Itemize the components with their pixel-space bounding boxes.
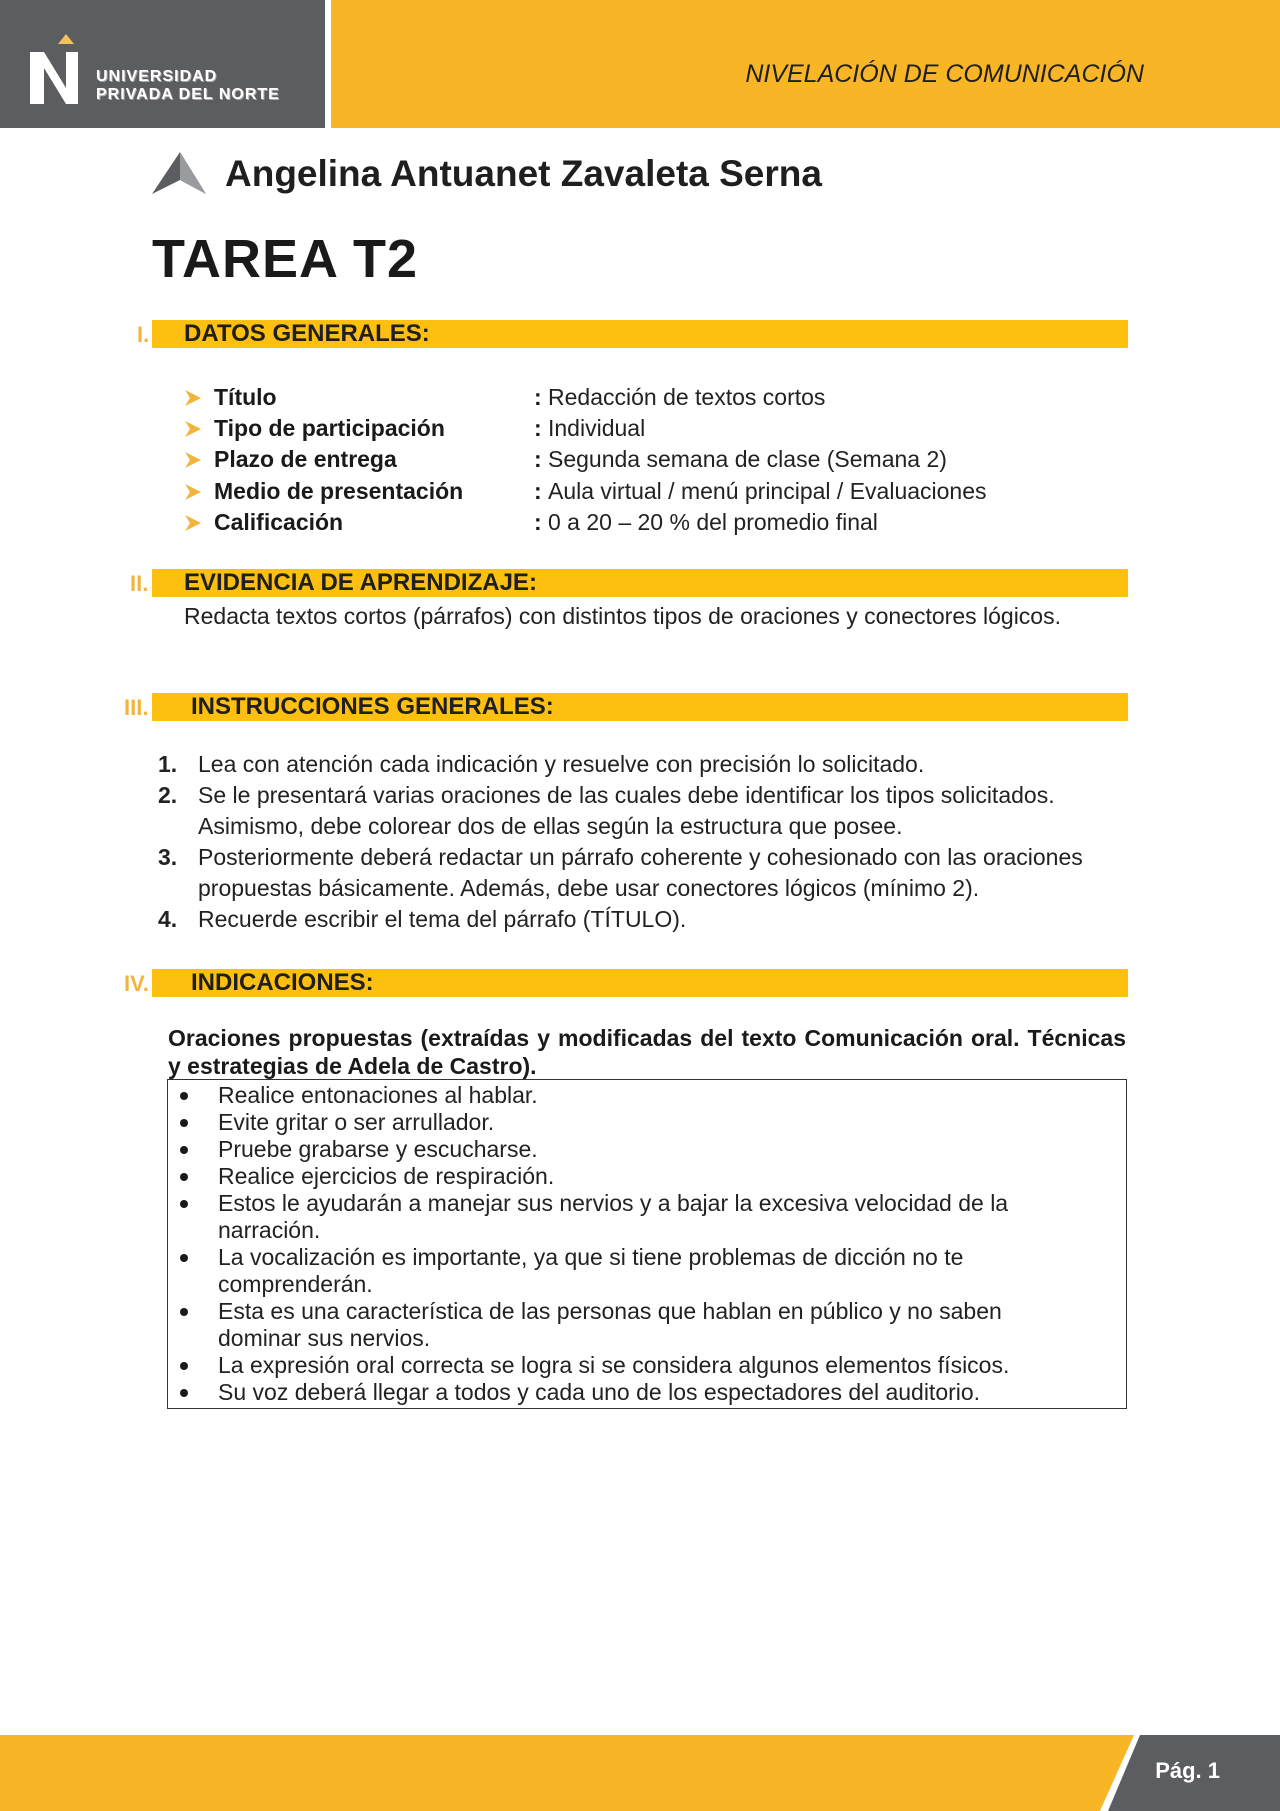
list-text: La expresión oral correcta se logra si se considera algunos elementos físicos. (218, 1352, 1010, 1378)
datos-colon: : (534, 415, 542, 441)
list-number: 2. (158, 782, 178, 808)
list-text: Esta es una característica de las personas que hablan en público y no saben dominar sus nervios. (218, 1298, 1002, 1351)
bullet-icon (180, 1254, 188, 1262)
datos-colon: : (534, 384, 542, 410)
bullet-icon (180, 1146, 188, 1154)
list-item (158, 842, 1118, 904)
section-number: IV. (124, 971, 149, 996)
bullet-icon (180, 1119, 188, 1127)
page-number: Pág. 1 (1155, 1758, 1220, 1783)
list-item (168, 1379, 1126, 1406)
datos-value: Redacción de textos cortos (548, 384, 826, 410)
list-text: Lea con atención cada indicación y resuelve con precisión lo solicitado. (198, 751, 925, 777)
course-title: NIVELACIÓN DE COMUNICACIÓN (745, 60, 1144, 88)
list-text: Se le presentará varias oraciones de las cuales debe identificar los tipos solicitados. Asimismo, debe colorear dos de ellas según la estructura que posee. (198, 782, 1055, 839)
arrow-bullet-icon (185, 390, 201, 406)
arrow-bullet-icon (185, 484, 201, 500)
list-item (168, 1298, 1126, 1352)
list-text: Realice entonaciones al hablar. (218, 1082, 538, 1108)
list-item (168, 1352, 1126, 1379)
datos-label: Tipo de participación (214, 415, 445, 441)
header-logo-area (0, 0, 325, 128)
datos-label: Título (214, 384, 277, 410)
section-number: I. (137, 322, 150, 347)
section-number: II. (130, 571, 149, 596)
datos-label: Plazo de entrega (214, 446, 397, 472)
list-text: Posteriormente deberá redactar un párrafo coherente y cohesionado con las oraciones propuestas básicamente. Además, debe usar conectores lógicos (mínimo 2). (198, 844, 1083, 901)
datos-value: Individual (548, 415, 646, 441)
datos-value: Segunda semana de clase (Semana 2) (548, 446, 947, 472)
list-item (168, 1190, 1126, 1244)
list-item (158, 904, 1118, 935)
footer-band (0, 1735, 1280, 1811)
list-text: Evite gritar o ser arrullador. (218, 1109, 495, 1135)
list-item (168, 1244, 1126, 1298)
list-item (168, 1163, 1126, 1190)
bullet-icon (180, 1308, 188, 1316)
list-number: 1. (158, 751, 178, 777)
datos-value: Aula virtual / menú principal / Evaluaciones (548, 478, 987, 504)
list-item (168, 1082, 1126, 1109)
instrucciones-list (158, 749, 1118, 935)
list-item (168, 1109, 1126, 1136)
arrow-bullet-icon (185, 515, 201, 531)
list-number: 4. (158, 906, 178, 932)
navigation-arrow-icon (150, 150, 208, 198)
list-text: Realice ejercicios de respiración. (218, 1163, 555, 1189)
datos-label: Calificación (214, 509, 344, 535)
section-title-indicaciones: INDICACIONES: (191, 969, 374, 996)
evidencia-text: Redacta textos cortos (párrafos) con distintos tipos de oraciones y conectores lógicos. (184, 603, 1061, 629)
list-text: Su voz deberá llegar a todos y cada uno de los espectadores del auditorio. (218, 1379, 981, 1405)
datos-colon: : (534, 446, 542, 472)
bullet-icon (180, 1362, 188, 1370)
oraciones-box (167, 1079, 1127, 1409)
section-number: III. (124, 695, 149, 720)
section-title-instrucciones: INSTRUCCIONES GENERALES: (191, 693, 554, 720)
list-item (158, 780, 1118, 842)
list-number: 3. (158, 844, 178, 870)
list-item (158, 749, 1118, 780)
datos-colon: : (534, 509, 542, 535)
bullet-icon (180, 1092, 188, 1100)
indicaciones-intro: Oraciones propuestas (extraídas y modificadas del texto Comunicación oral. Técnicas y estrategias de Adela de Castro). (168, 1025, 1126, 1079)
logo-text: UNIVERSIDAD PRIVADA DEL NORTE (96, 68, 280, 103)
section-title-evidencia: EVIDENCIA DE APRENDIZAJE: (184, 569, 537, 596)
datos-colon: : (534, 478, 542, 504)
arrow-bullet-icon (185, 421, 201, 437)
bullet-icon (180, 1173, 188, 1181)
author-name: Angelina Antuanet Zavaleta Serna (225, 153, 822, 194)
list-text: La vocalización es importante, ya que si tiene problemas de dicción no te comprenderán. (218, 1244, 964, 1297)
list-text: Estos le ayudarán a manejar sus nervios y a bajar la excesiva velocidad de la narración. (218, 1190, 1009, 1243)
bullet-icon (180, 1200, 188, 1208)
datos-value: 0 a 20 – 20 % del promedio final (548, 509, 878, 535)
bullet-icon (180, 1389, 188, 1397)
list-text: Recuerde escribir el tema del párrafo (TÍTULO). (198, 906, 687, 932)
list-item (168, 1136, 1126, 1163)
section-title-datos: DATOS GENERALES: (184, 320, 430, 347)
list-text: Pruebe grabarse y escucharse. (218, 1136, 538, 1162)
university-logo-icon (28, 30, 84, 106)
arrow-bullet-icon (185, 452, 201, 468)
datos-label: Medio de presentación (214, 478, 464, 504)
task-title: TAREA T2 (152, 229, 419, 289)
oraciones-list (168, 1080, 1126, 1406)
